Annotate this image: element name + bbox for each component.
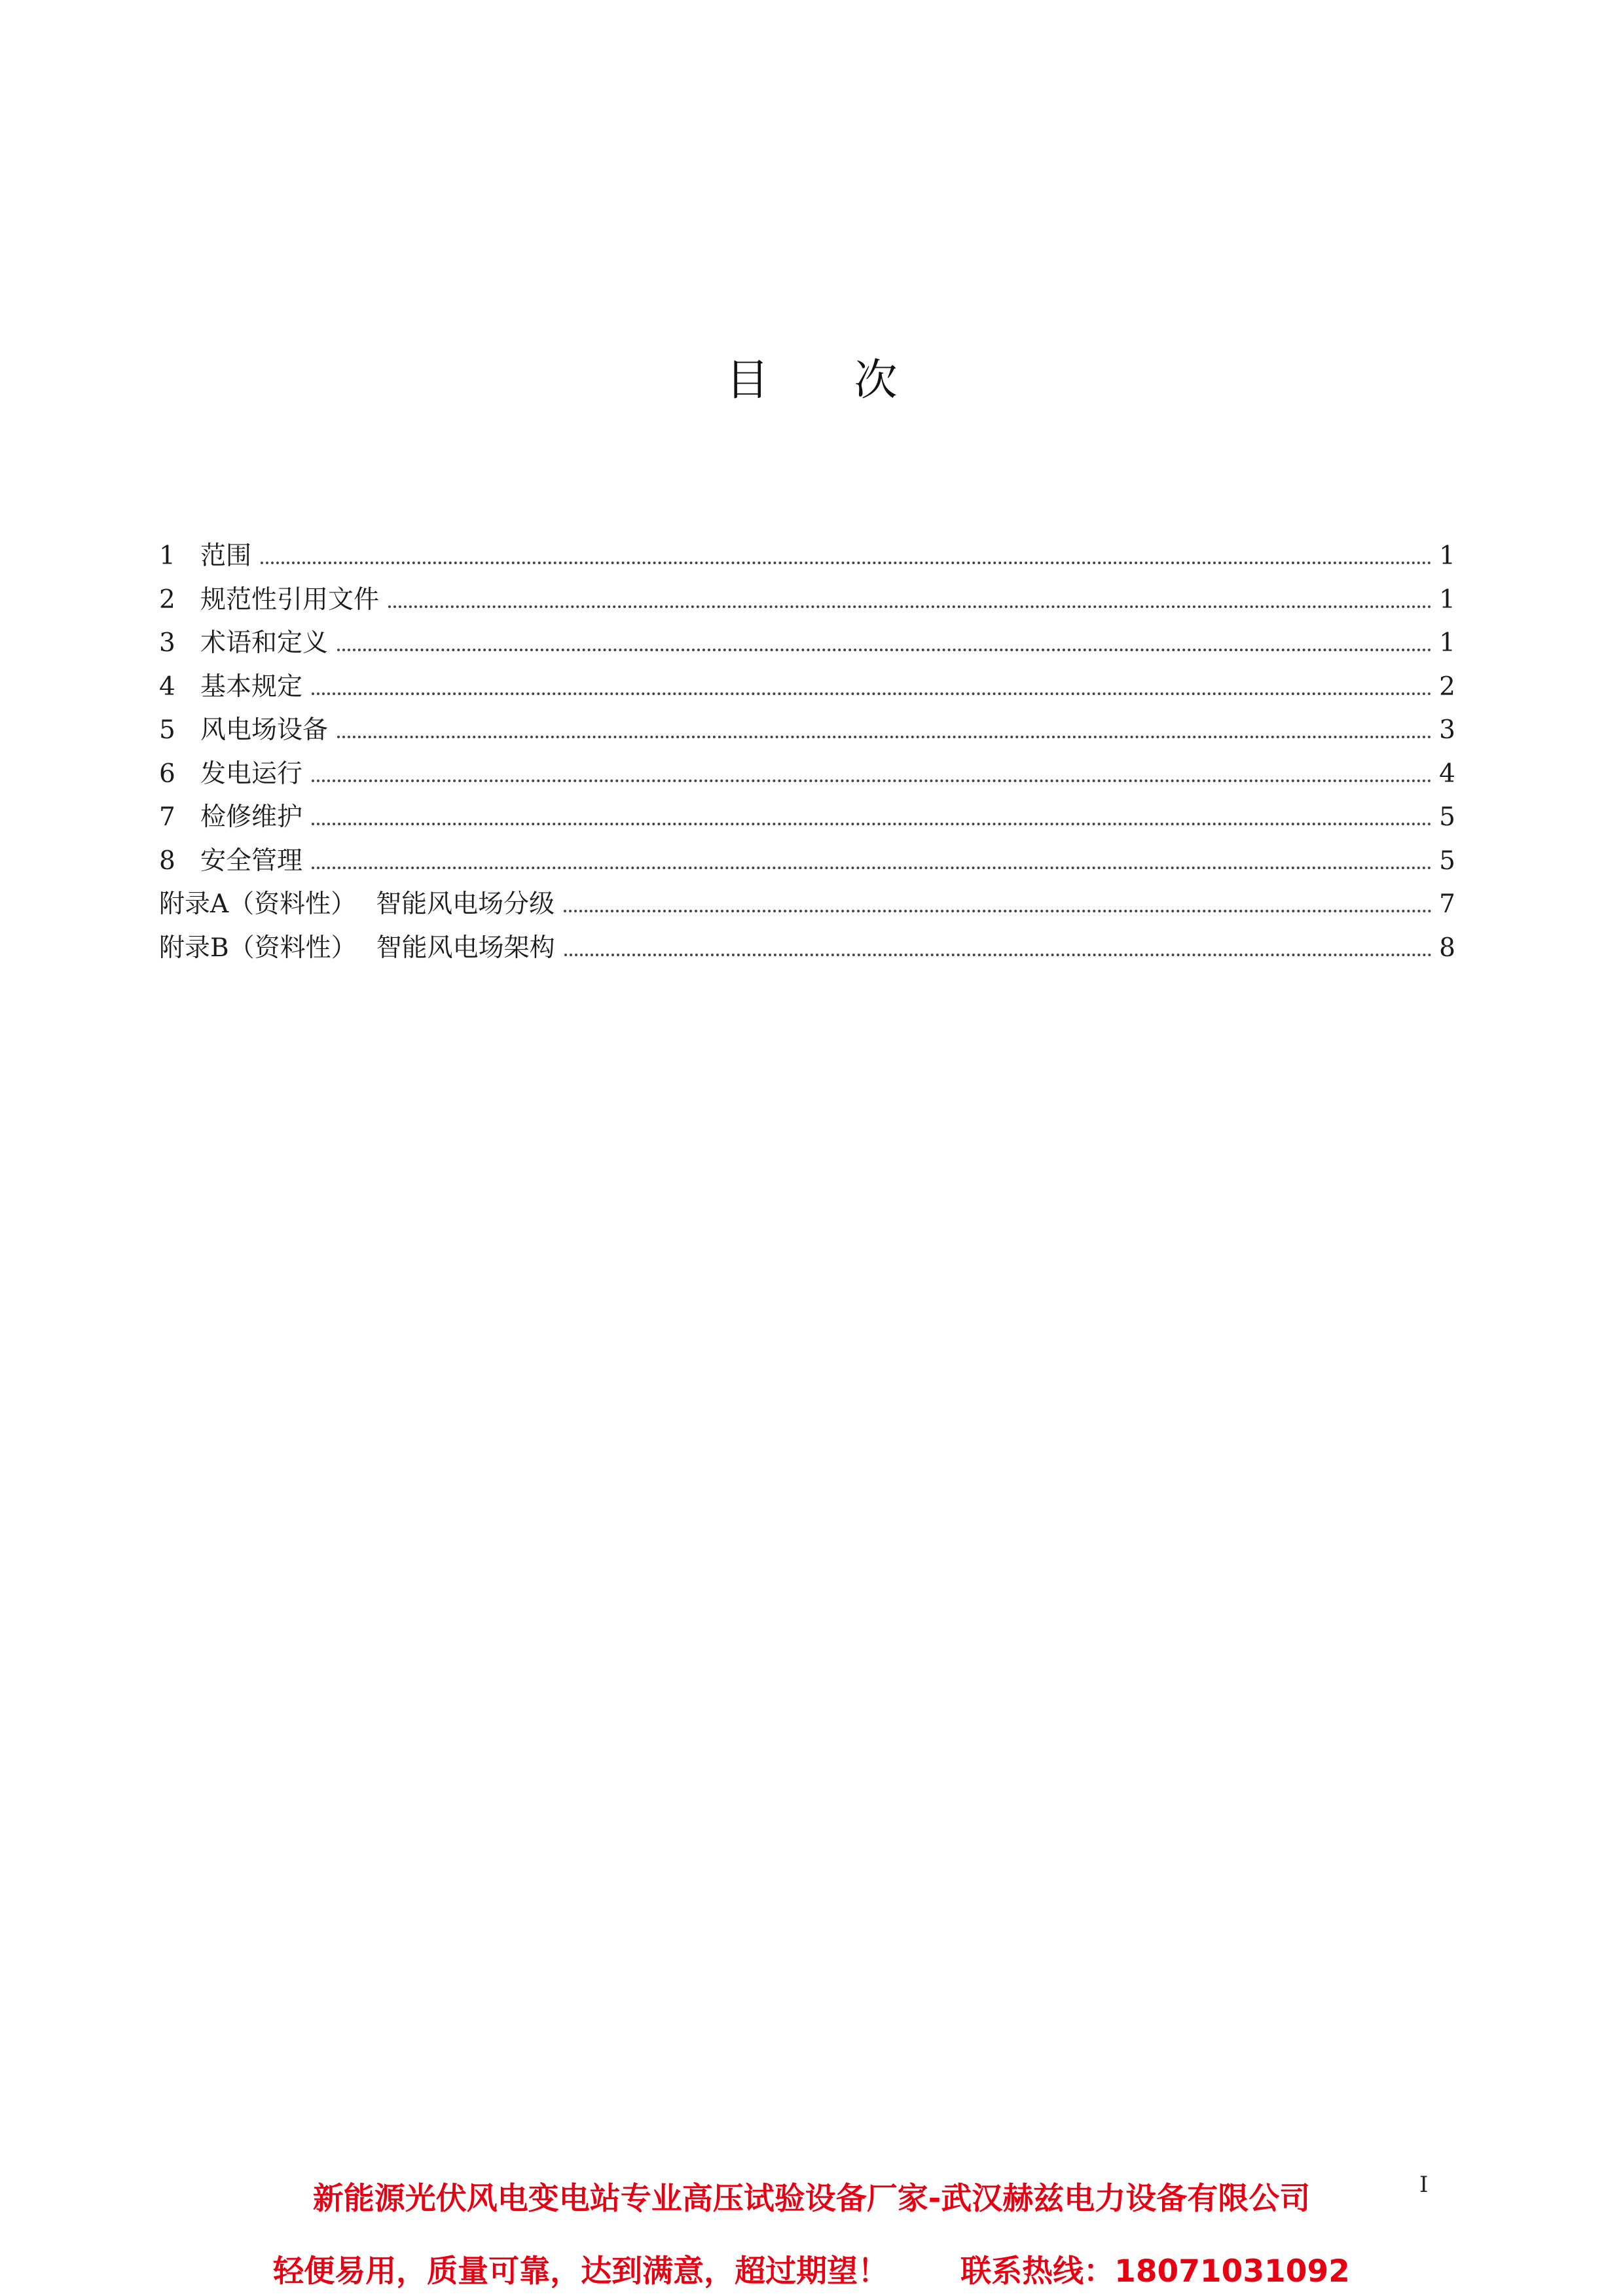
toc-entry-title: 安全管理 — [200, 846, 303, 876]
toc-entry-page: 8 — [1439, 933, 1455, 963]
toc-entry-appendix[interactable] — [159, 935, 1455, 979]
toc-entry-page: 5 — [1439, 802, 1455, 832]
toc-entry[interactable] — [159, 674, 1455, 718]
page-title: 目次 — [725, 355, 983, 405]
toc-entry-number: 7 — [159, 802, 175, 832]
toc-entry-number: 6 — [159, 759, 175, 789]
toc-leader-dots — [312, 692, 1432, 695]
toc-entry-title: 范围 — [200, 541, 252, 571]
toc-entry-page: 5 — [1439, 846, 1455, 876]
toc-entry-title: 术语和定义 — [200, 628, 329, 658]
toc-entry[interactable] — [159, 761, 1455, 805]
toc-entry[interactable] — [159, 543, 1455, 587]
toc-entry-page: 4 — [1439, 759, 1455, 789]
toc-leader-dots — [312, 823, 1432, 825]
toc-entry[interactable] — [159, 584, 1455, 631]
toc-entry-page: 1 — [1439, 628, 1455, 658]
toc-entry-page: 7 — [1439, 889, 1455, 919]
toc-entry-number: 3 — [159, 628, 175, 658]
toc-entry-number: 8 — [159, 846, 175, 876]
toc-entry-number: 2 — [159, 584, 175, 615]
page-number: I — [1419, 2172, 1429, 2198]
toc-entry-number: 1 — [159, 541, 175, 571]
toc-leader-dots — [312, 867, 1432, 869]
toc-leader-dots — [564, 954, 1432, 956]
toc-entry-title: 发电运行 — [200, 759, 303, 789]
toc-entry-number: 4 — [159, 672, 175, 702]
toc-entry[interactable] — [159, 717, 1455, 761]
hotline-text[interactable]: 联系热线：18071031092 — [960, 2253, 1350, 2289]
slogan-text: 轻便易用，质量可靠，达到满意，超过期望！ — [273, 2253, 889, 2289]
toc-leader-dots — [337, 649, 1432, 651]
toc-entry-page: 1 — [1439, 584, 1455, 615]
toc-leader-dots — [312, 780, 1432, 782]
slogan-banner — [0, 2247, 1623, 2291]
table-of-contents — [159, 543, 1455, 978]
toc-entry[interactable] — [159, 804, 1455, 848]
company-banner: 新能源光伏风电变电站专业高压试验设备厂家-武汉赫兹电力设备有限公司 — [312, 2181, 1311, 2217]
toc-entry-number: 5 — [159, 715, 175, 745]
toc-entry-title: 智能风电场架构 — [376, 933, 555, 963]
toc-entry-appendix-label: 附录B（资料性） — [159, 933, 357, 963]
toc-leader-dots — [564, 910, 1432, 912]
toc-leader-dots — [337, 736, 1432, 738]
toc-entry-page: 3 — [1439, 715, 1455, 745]
toc-entry-title: 风电场设备 — [200, 715, 329, 745]
toc-entry[interactable] — [159, 848, 1455, 892]
toc-entry-title: 规范性引用文件 — [200, 584, 380, 615]
toc-entry-appendix[interactable] — [159, 891, 1455, 935]
toc-entry[interactable] — [159, 630, 1455, 674]
toc-entry-appendix-label: 附录A（资料性） — [159, 889, 357, 919]
toc-entry-title: 智能风电场分级 — [376, 889, 555, 919]
toc-entry-title: 基本规定 — [200, 672, 303, 702]
toc-entry-page: 2 — [1439, 672, 1455, 702]
toc-leader-dots — [261, 562, 1432, 564]
toc-entry-page: 1 — [1439, 541, 1455, 571]
toc-leader-dots — [388, 605, 1432, 608]
toc-entry-title: 检修维护 — [200, 802, 303, 832]
